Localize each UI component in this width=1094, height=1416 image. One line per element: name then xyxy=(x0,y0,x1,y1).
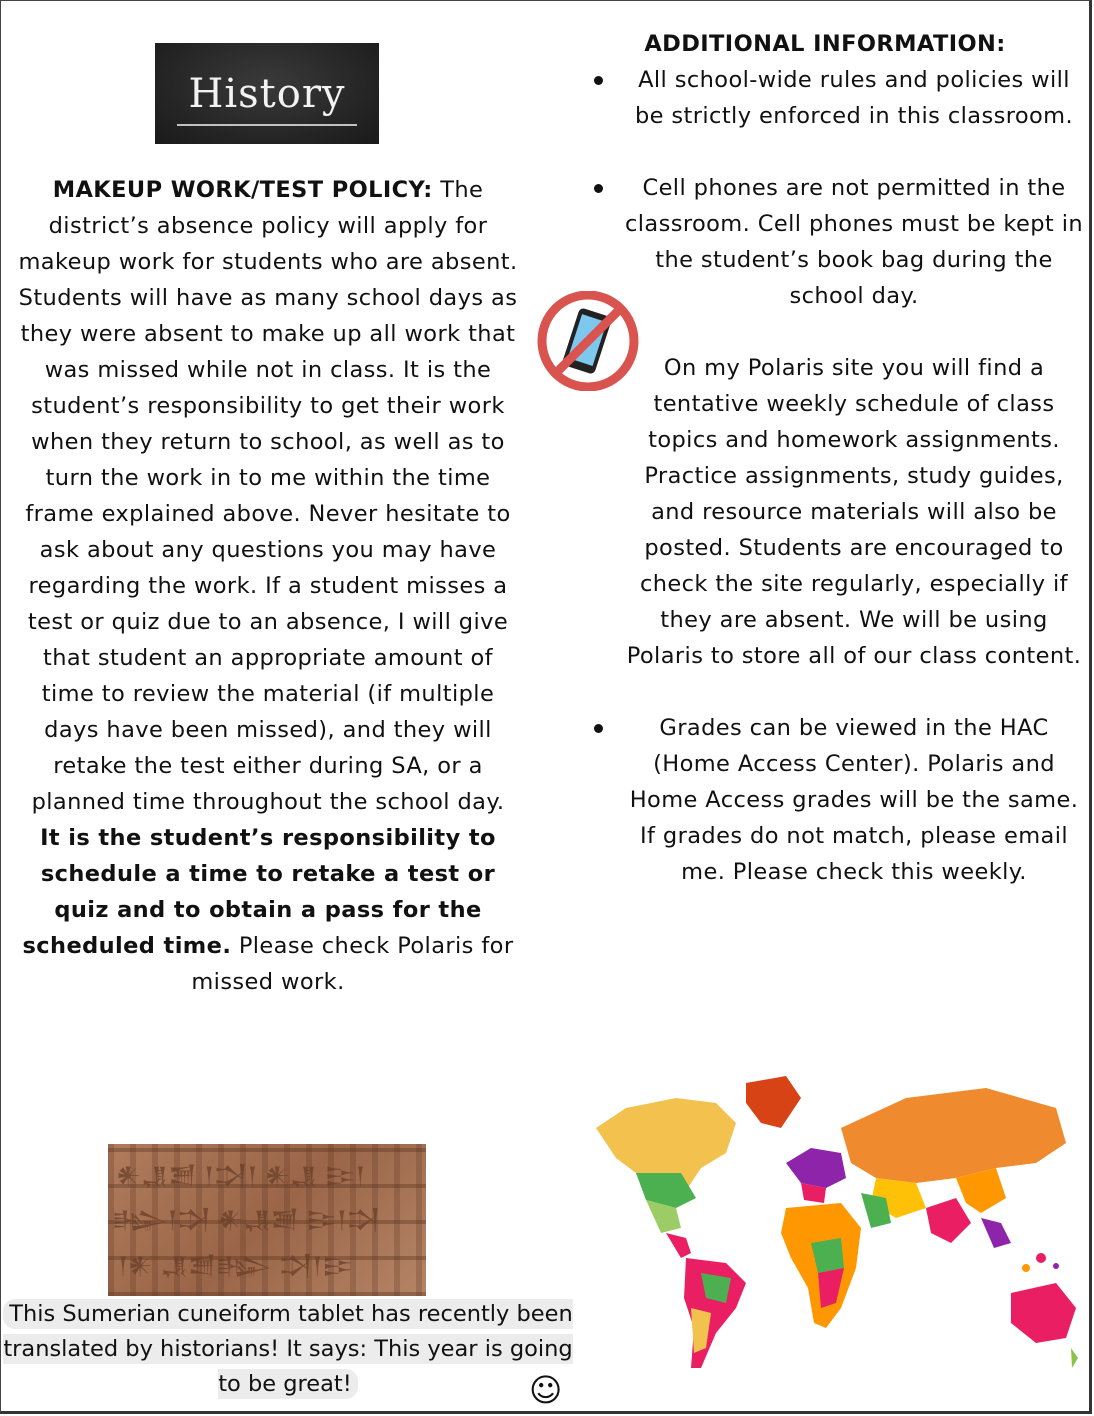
policy-bold-statement: It is the student’s responsibility to schedule a time to retake a test or quiz and to obtain a pass for the scheduled time. xyxy=(22,825,496,959)
bullet-icon xyxy=(594,724,603,733)
cuneiform-tablet-image: 𒀭𒂗𒍪 𒁹𒋫𒁹 𒀭𒂗 𒄿𒁹 𒈗𒁹𒋫 𒀭𒂗𒍪 𒄿𒁹𒋫 𒁹𒀭 𒂗𒍪𒈗 𒋫𒁹𒄿 xyxy=(108,1144,426,1296)
no-cell-phone-icon xyxy=(532,291,644,391)
additional-info-section xyxy=(588,26,1088,926)
bullet-grades xyxy=(588,710,1088,890)
chalkboard-title: History xyxy=(188,70,346,117)
bullet-text: On my Polaris site you will find a tentative weekly schedule of class topics and homework assignments. Practice assignments, study guides, and resource materials will also be posted. Students are encouraged to check the site regularly, especially if they are absent. We will be using Polaris to store all of our class content. xyxy=(626,355,1082,669)
bullet-text: Cell phones are not permitted in the classroom. Cell phones must be kept in the student’s book bag during the school day. xyxy=(624,175,1084,309)
bullet-polaris-site xyxy=(588,350,1088,674)
bullet-rules xyxy=(588,62,1088,134)
bullet-text: All school-wide rules and policies will be strictly enforced in this classroom. xyxy=(634,67,1074,129)
caption-text: This Sumerian cuneiform tablet has recently been translated by historians! It says: This year is going to be great! xyxy=(3,1301,573,1397)
bullet-icon xyxy=(594,184,603,193)
world-map-illustration xyxy=(586,1068,1088,1380)
additional-title-text: ADDITIONAL INFORMATION xyxy=(644,31,997,57)
tablet-caption xyxy=(0,1297,576,1402)
policy-heading: MAKEUP WORK/TEST POLICY: xyxy=(52,177,433,203)
makeup-policy-section xyxy=(18,172,518,1000)
policy-body-2: Please check Polaris for missed work. xyxy=(191,933,514,995)
policy-body-1: The district’s absence policy will apply for makeup work for students who are absent. Students will have as many school days as they were absent to make up all work that was missed while not in class. It is the student’s responsibility to get their work when they return to school, as well as to turn the work in to me within the time frame explained above. Never hesitate to ask about any questions you may have regarding the work. If a student misses a test or quiz due to an absence, I will give that student an appropriate amount of time to review the material (if multiple days have been missed), and they will retake the test either during SA, or a planned time throughout the school day. xyxy=(18,177,518,815)
bullet-cell-phones xyxy=(588,170,1088,314)
additional-title-colon: : xyxy=(996,31,1006,57)
history-chalkboard-image xyxy=(155,43,379,144)
additional-info-heading xyxy=(562,26,1088,62)
chalk-underline xyxy=(177,124,357,126)
bullet-icon xyxy=(594,76,603,85)
smiley-icon: ☺ xyxy=(529,1371,563,1409)
bullet-text: Grades can be viewed in the HAC (Home Access Center). Polaris and Home Access grades will be the same. If grades do not match, please email me. Please check this weekly. xyxy=(629,715,1079,885)
